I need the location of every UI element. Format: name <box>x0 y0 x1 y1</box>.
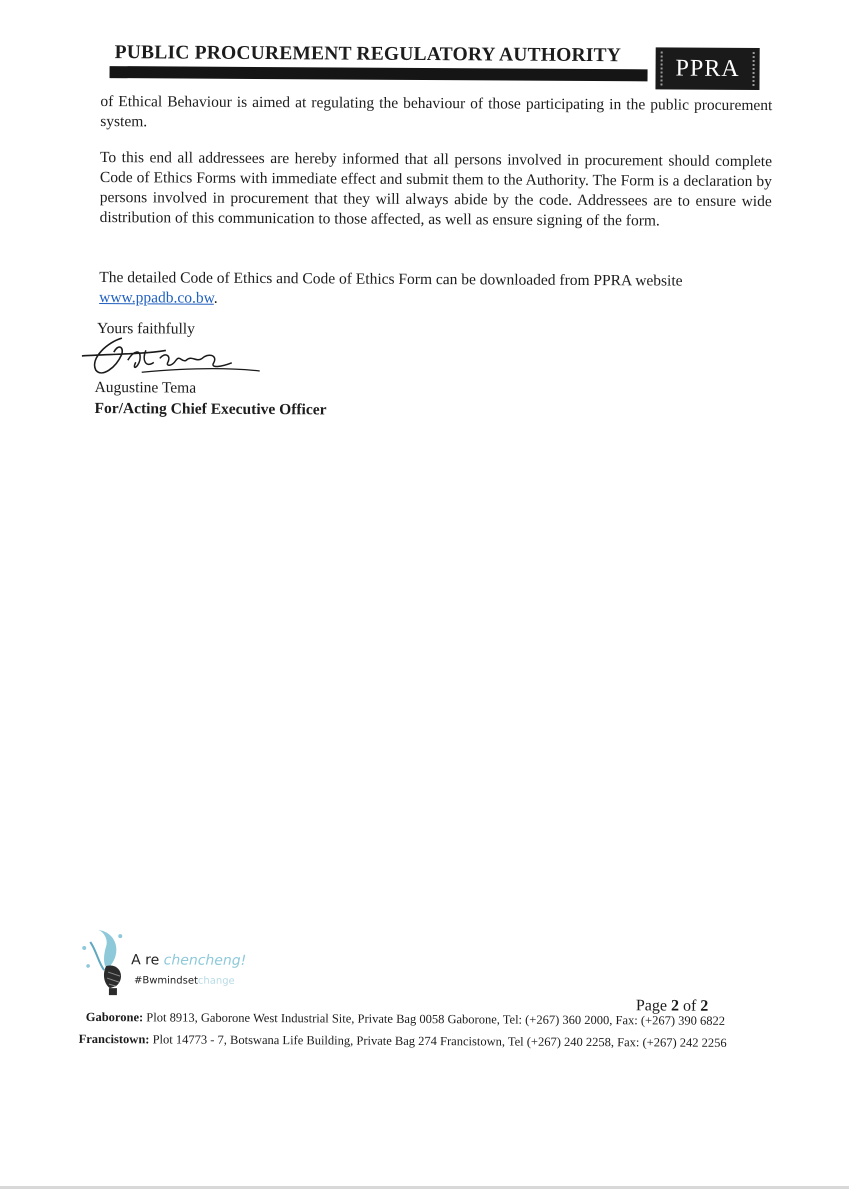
ppra-logo-text: PPRA <box>660 51 754 86</box>
website-link[interactable]: www.ppadb.co.bw <box>99 289 214 307</box>
gaborone-label: Gaborone: <box>85 1009 144 1025</box>
page-current: 2 <box>670 997 680 1015</box>
signer-name: Augustine Tema <box>94 378 197 397</box>
paragraph-download <box>99 268 771 312</box>
gaborone-address: Gaborone: Plot 8913, Gaborone West Industrial Site, Private Bag 0058 Gaborone, Tel: (+267) 360 2000, Fax: (+267) 390 6822 <box>85 1009 726 1028</box>
handwritten-signature <box>82 332 272 385</box>
download-text: The detailed Code of Ethics and Code of Ethics Form can be downloaded from PPRA website <box>99 269 683 290</box>
organization-title: PUBLIC PROCUREMENT REGULATORY AUTHORITY <box>114 42 622 67</box>
campaign-slogan-prefix: A re <box>131 952 164 969</box>
header-rule <box>110 66 648 81</box>
lightbulb-leaf-icon <box>76 922 136 1002</box>
download-period: . <box>213 289 218 307</box>
mindset-change-campaign-logo <box>76 922 256 1003</box>
campaign-hashtag-faint: change <box>197 975 235 987</box>
page-total: 2 <box>700 997 709 1015</box>
campaign-hashtag: #Bwmindset <box>133 975 198 987</box>
signer-title: For/Acting Chief Executive Officer <box>94 399 327 419</box>
page-number: Page 2 of 2 <box>635 997 709 1015</box>
paragraph-instructions: To this end all addressees are hereby informed that all persons involved in procurement should complete Code of Ethics Forms with immediate effect and submit them to the Authority. The Form is a declaration by persons involved in procurement that they will always abide by the code. Addressees are to ensure wide distribution of this communication to those affected, as well as ensure signing of the form. <box>99 149 773 230</box>
paragraph-ethics-intro: of Ethical Behaviour is aimed at regulating the behaviour of those participating in the public procurement system. <box>100 93 773 131</box>
ppra-logo <box>655 47 759 90</box>
campaign-slogan-accent: chencheng! <box>163 952 247 969</box>
francistown-address: Francistown: Plot 14773 - 7, Botswana Life Building, Private Bag 274 Francistown, Tel (+267) 240 2258, Fax: (+267) 242 2256 <box>78 1031 727 1050</box>
scan-edge-line <box>0 1186 849 1189</box>
closing-salutation: Yours faithfully <box>96 320 195 338</box>
francistown-label: Francistown: <box>78 1031 150 1047</box>
